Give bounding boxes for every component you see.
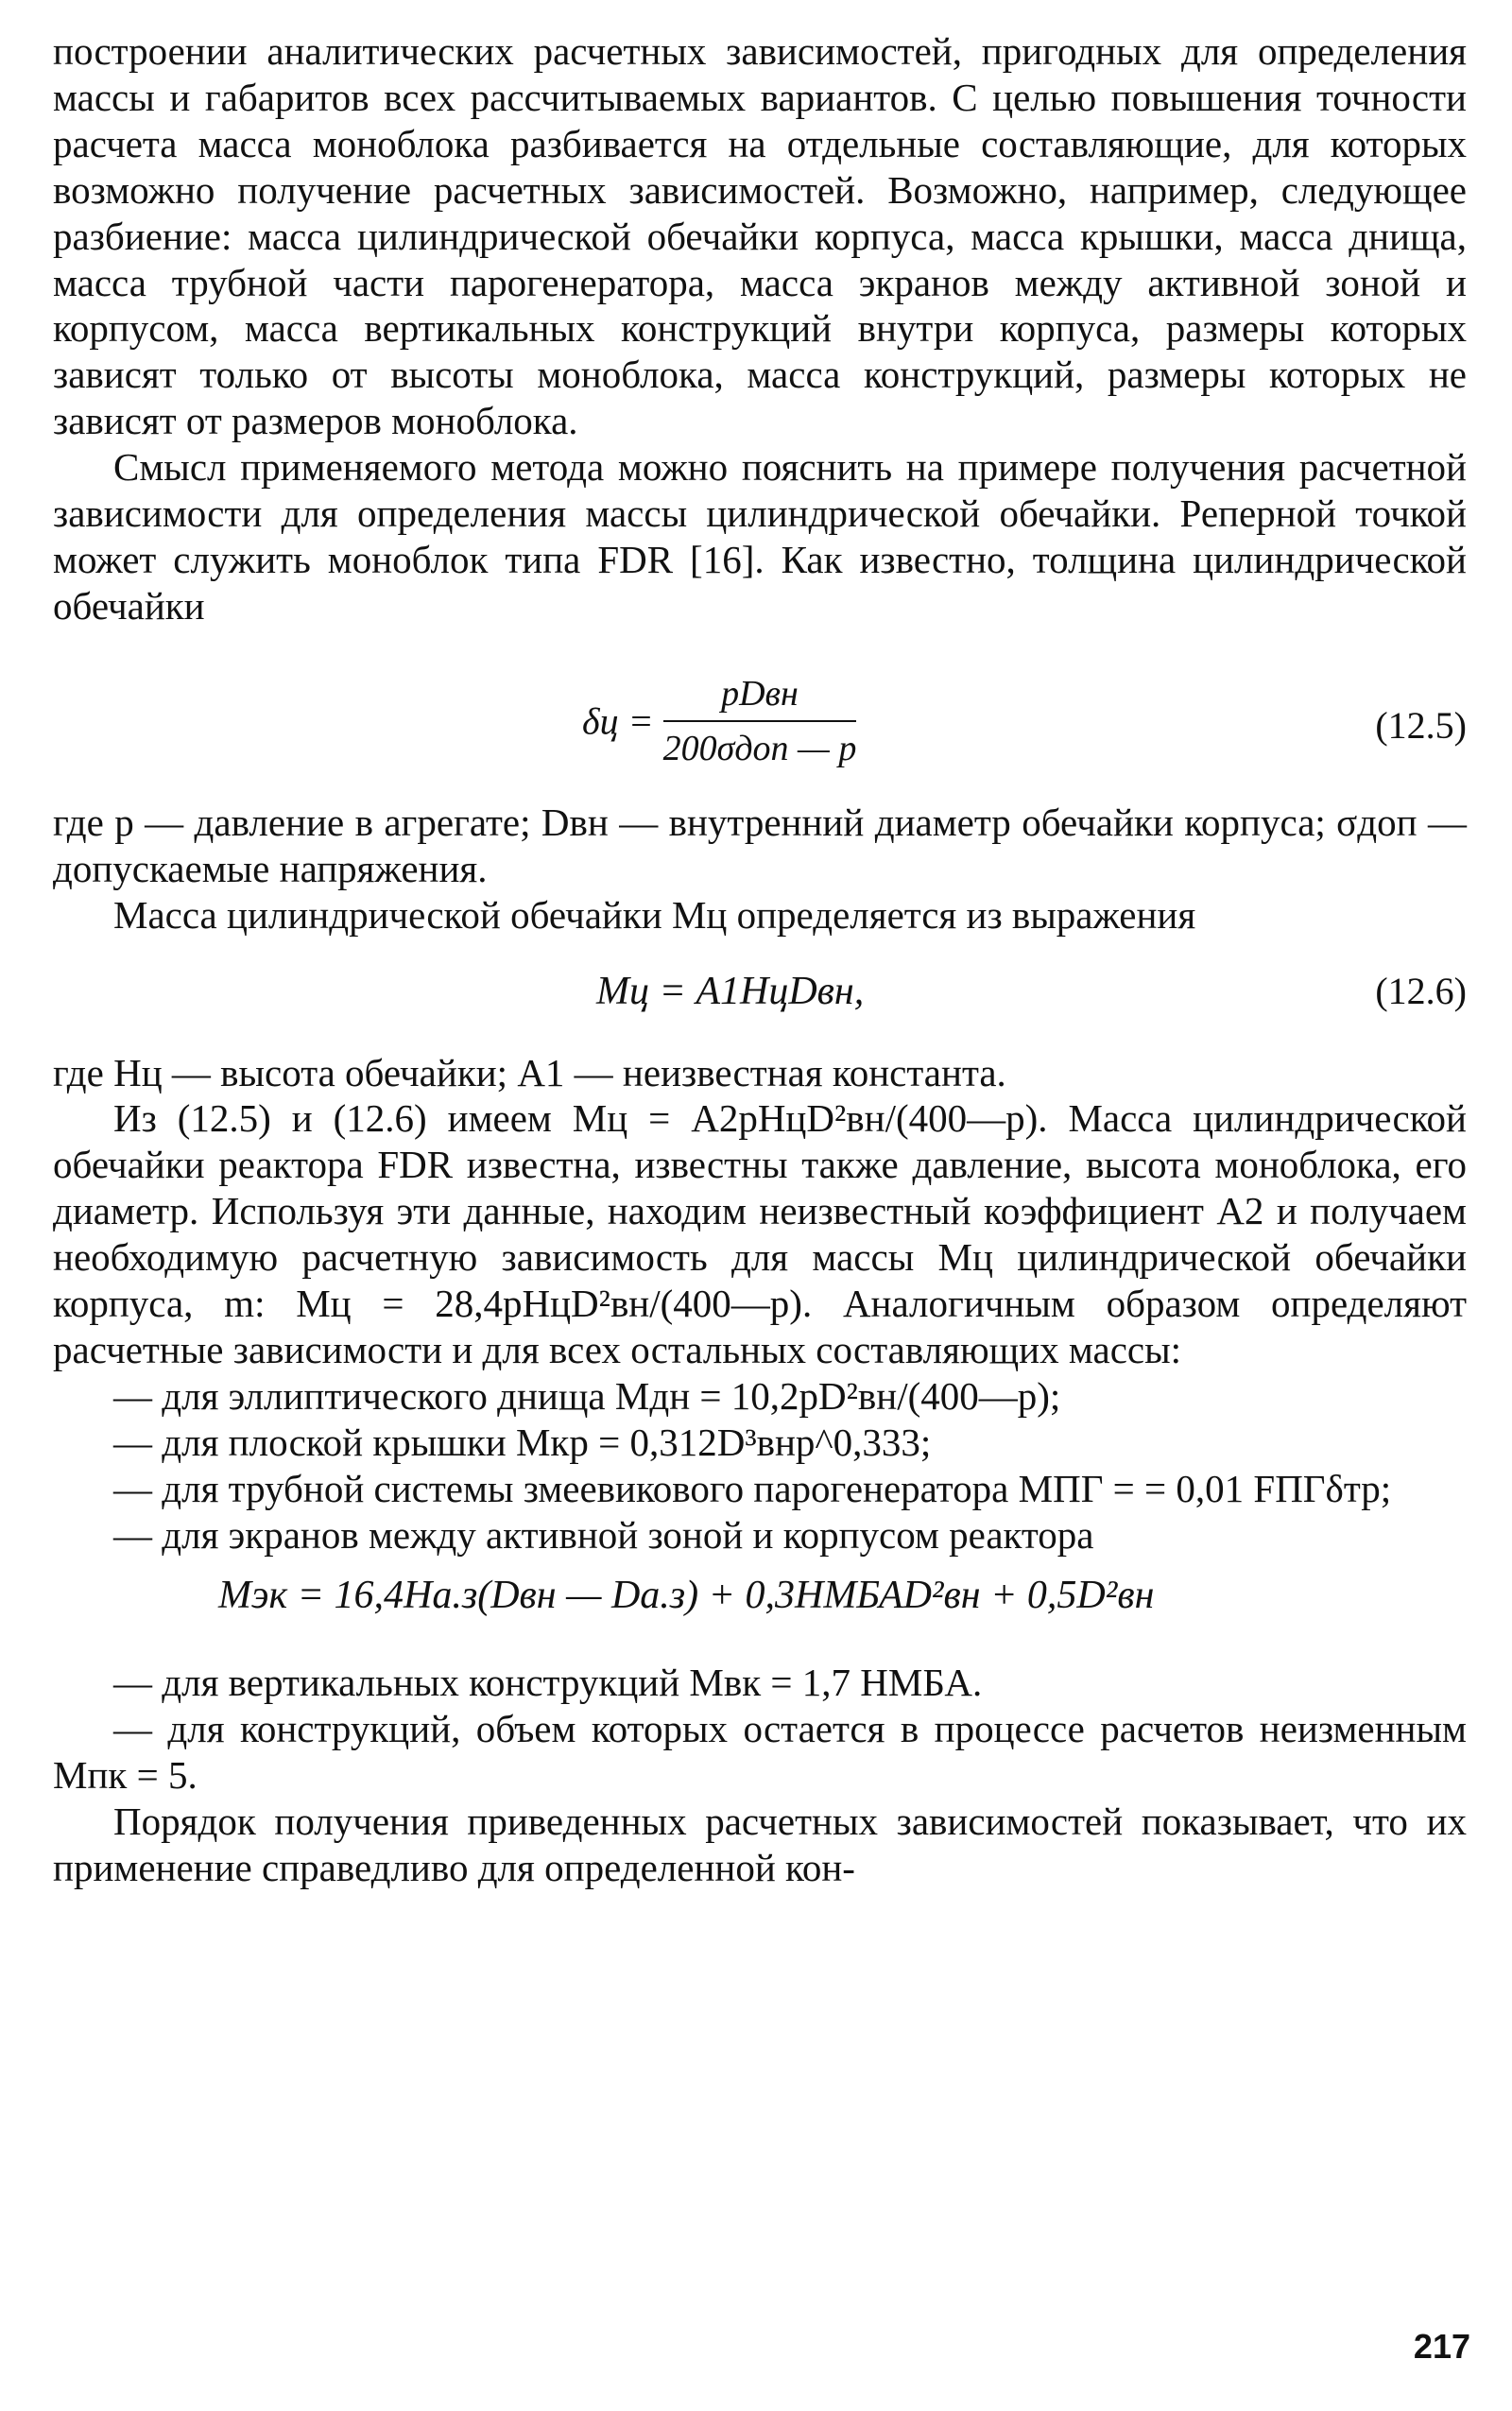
formula-12-5-numerator: pDвн [663, 673, 857, 722]
list-item-ekrany: — для экранов между активной зоной и корпусом реактора [113, 1512, 1094, 1557]
formula-12-5-denominator: 200σдоп — p [662, 728, 857, 768]
list-item-dnishe: — для эллиптического днища Mдн = 10,2pD²вн/(400—p); [113, 1373, 1061, 1418]
paragraph-2: Смысл применяемого метода можно пояснить на примере получения расчетной зависимости для определения массы цилиндрической обечайки. Реперной точкой может служить моноблок типа FDR [16]. Как известно, толщина цилиндрической обечайки [53, 445, 1467, 628]
equation-number-12-6: (12.6) [1375, 969, 1467, 1012]
list-item-parogenerator: — для трубной системы змеевикового парогенератора MПГ = = 0,01 FПГδтр; [113, 1466, 1392, 1510]
formula-ekrany [53, 1558, 1467, 1660]
list-item-postoyannye: — для конструкций, объем которых остается в процессе расчетов неизменным Mпк = 5. [53, 1707, 1467, 1798]
list-item-kryshka: — для плоской крышки Mкр = 0,312D³внp^0,333; [113, 1420, 932, 1464]
equation-number-12-5: (12.5) [1375, 703, 1467, 747]
list-item-vertikalnye: — для вертикальных конструкций Mвк = 1,7 HМБА. [113, 1661, 983, 1705]
paragraph-6: Из (12.5) и (12.6) имеем Mц = A2pHцD²вн/(400—p). Масса цилиндрической обечайки реактора FDR известна, известны также давление, высота моноблока, его диаметр. Используя эти данные, находим неизвестный коэффициент A2 и получаем необходимую расчетную зависимость для массы Mц цилиндрической обечайки корпуса, m: Mц = 28,4pHцD²вн/(400—p). Аналогичным образом определяют расчетные зависимости и для всех остальных составляющих массы: [53, 1096, 1467, 1371]
formula-12-6 [53, 939, 1467, 1050]
paragraph-3: где p — давление в агрегате; Dвн — внутренний диаметр обечайки корпуса; σдоп — допускаемые напряжения. [53, 800, 1467, 890]
paragraph-5: где Hц — высота обечайки; A1 — неизвестная константа. [53, 1050, 1006, 1094]
page-number: 217 [1413, 2327, 1470, 2366]
formula-12-5 [53, 635, 1467, 796]
page-content [53, 28, 1467, 1891]
formula-ekrany-expression: Mэк = 16,4Hа.з(Dвн — Dа.з) + 0,3HМБАD²вн + 0,5D²вн [218, 1574, 1155, 1618]
paragraph-1: построении аналитических расчетных зависимостей, пригодных для определения массы и габаритов всех рассчитываемых вариантов. С целью повышения точности расчета масса моноблока разбивается на отдельные составляющие, для которых возможно получение расчетных зависимостей. Возможно, например, следующее разбиение: масса цилиндрической обечайки корпуса, масса крышки, масса днища, масса трубной части парогенератора, масса экранов между активной зоной и корпусом, масса вертикальных конструкций внутри корпуса, размеры которых зависят только от высоты моноблока, масса конструкций, размеры которых не зависят от размеров моноблока. [53, 29, 1467, 443]
paragraph-final: Порядок получения приведенных расчетных зависимостей показывает, что их применение справедливо для определенной кон- [53, 1800, 1467, 1890]
paragraph-4: Масса цилиндрической обечайки Mц определяется из выражения [113, 892, 1196, 937]
formula-12-6-expression: Mц = A1HцDвн, [596, 969, 865, 1013]
formula-12-5-lhs: δц = [582, 699, 654, 743]
formula-12-5-fraction [663, 673, 857, 769]
